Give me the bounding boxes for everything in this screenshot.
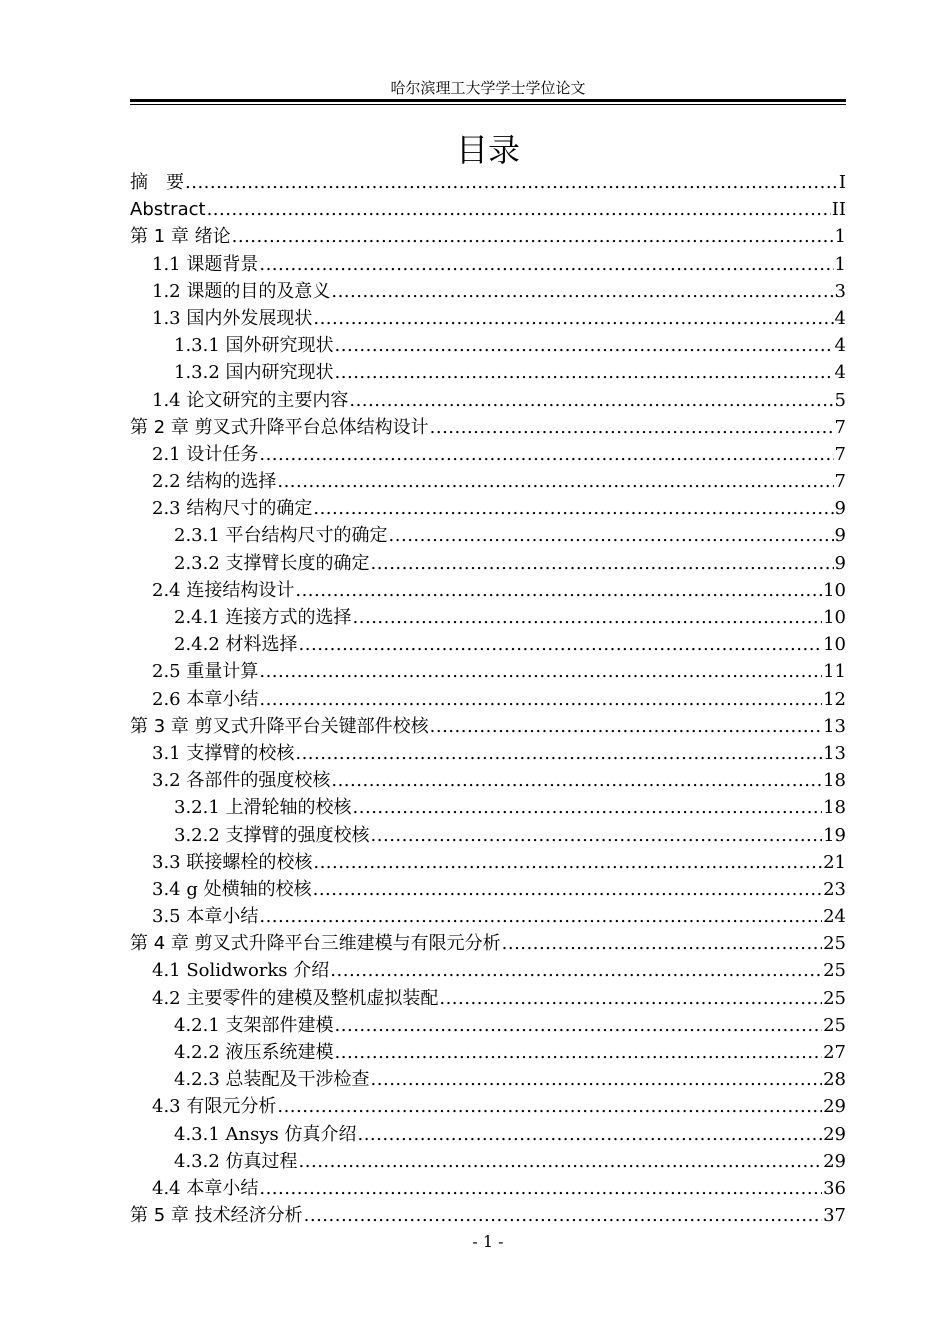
toc-entry-title: 3.2.1 上滑轮轴的校核: [174, 797, 352, 819]
toc-dot-leader: [335, 1039, 823, 1066]
toc-entry-title: 1.1 课题背景: [152, 253, 259, 275]
toc-dot-leader: [357, 1121, 822, 1148]
toc-dot-leader: [313, 305, 833, 332]
toc-entry-title: 第 3 章 剪叉式升降平台关键部件校核: [130, 715, 429, 737]
toc-entry-title: 1.3 国内外发展现状: [152, 307, 313, 329]
toc-entry-page: 19: [823, 824, 846, 846]
toc-dot-leader: [389, 522, 834, 549]
toc-entry-title: 2.4.1 连接方式的选择: [174, 607, 352, 628]
toc-entry-title: 2.6 本章小结: [152, 688, 259, 710]
toc-entry[interactable]: [130, 1202, 846, 1229]
toc-dot-leader: [259, 251, 833, 278]
toc-dot-leader: [295, 740, 822, 767]
toc-dot-leader: [439, 985, 822, 1012]
toc-entry-page: 27: [823, 1042, 846, 1063]
toc-entry-title: 第 4 章 剪叉式升降平台三维建模与有限元分析: [130, 933, 501, 955]
toc-entry[interactable]: [130, 985, 846, 1012]
toc-dot-leader: [299, 631, 823, 658]
toc-entry[interactable]: [130, 1066, 846, 1093]
toc-entry[interactable]: [130, 414, 846, 441]
toc-entry-title: 4.2.1 支架部件建模: [174, 1014, 334, 1036]
toc-entry-page: 29: [823, 1150, 846, 1172]
toc-dot-leader: [259, 903, 822, 930]
running-header: 哈尔滨理工大学学士学位论文: [390, 79, 586, 97]
toc-entry[interactable]: [130, 822, 846, 849]
toc-entry-title: 1.3.1 国外研究现状: [174, 335, 334, 357]
toc-entry-title: 4.3 有限元分析: [152, 1096, 277, 1118]
toc-dot-leader: [313, 849, 822, 876]
toc-dot-leader: [295, 577, 822, 604]
toc-entry[interactable]: [130, 495, 846, 522]
toc-entry[interactable]: [130, 1039, 846, 1066]
toc-entry-page: 4: [834, 335, 846, 357]
toc-dot-leader: [313, 495, 833, 522]
toc-dot-leader: [335, 1012, 823, 1039]
toc-entry[interactable]: [130, 332, 846, 359]
toc-entry-title: 1.4 论文研究的主要内容: [152, 389, 349, 411]
toc-entry-page: 10: [823, 634, 846, 656]
toc-dot-leader: [502, 930, 822, 957]
toc-entry-title: 1.2 课题的目的及意义: [152, 280, 331, 302]
header-rule-thin: [130, 104, 846, 105]
toc-entry[interactable]: [130, 957, 846, 984]
toc-dot-leader: [185, 169, 838, 196]
toc-entry-page: 10: [823, 607, 846, 628]
toc-entry-title: 2.3.1 平台结构尺寸的确定: [174, 525, 388, 547]
toc-dot-leader: [299, 1148, 823, 1175]
page-number: - 1 -: [472, 1232, 504, 1251]
toc-entry-title: 3.1 支撑臂的校核: [152, 742, 295, 764]
toc-entry-page: 7: [834, 471, 846, 493]
toc-entry[interactable]: [130, 1012, 846, 1039]
toc-entry-title: 第 2 章 剪叉式升降平台总体结构设计: [130, 416, 429, 438]
toc-entry-title: 2.2 结构的选择: [152, 471, 277, 493]
toc-entry[interactable]: [130, 658, 846, 685]
toc-entry-page: 21: [823, 851, 846, 873]
toc-entry-page: 4: [834, 362, 846, 384]
toc-entry-page: 37: [823, 1205, 846, 1227]
toc-dot-leader: [330, 957, 822, 984]
toc-entry-page: 9: [834, 552, 846, 574]
toc-entry[interactable]: [130, 305, 846, 332]
toc-entry-title: 3.2.2 支撑臂的强度校核: [174, 824, 370, 846]
toc-entry-page: 25: [823, 1014, 846, 1036]
toc-dot-leader: [371, 1066, 823, 1093]
toc-entry-page: 13: [823, 715, 846, 737]
header-rule-thick: [130, 99, 846, 102]
table-of-contents: [130, 169, 846, 1229]
toc-dot-leader: [430, 414, 834, 441]
toc-entry[interactable]: [130, 903, 846, 930]
toc-entry-page: 3: [834, 280, 846, 302]
toc-entry-page: 5: [834, 389, 846, 411]
toc-entry-page: 36: [823, 1177, 846, 1199]
toc-entry[interactable]: [130, 359, 846, 386]
toc-entry-page: II: [831, 199, 846, 221]
toc-dot-leader: [430, 713, 822, 740]
toc-entry[interactable]: [130, 713, 846, 740]
toc-entry[interactable]: [130, 387, 846, 414]
toc-dot-leader: [259, 686, 822, 713]
toc-dot-leader: [331, 767, 822, 794]
toc-entry[interactable]: [130, 468, 846, 495]
toc-entry-page: 29: [823, 1096, 846, 1118]
toc-entry-page: 9: [834, 498, 846, 520]
toc-entry-page: 29: [823, 1123, 846, 1145]
toc-entry[interactable]: [130, 631, 846, 658]
toc-entry[interactable]: [130, 604, 846, 631]
toc-dot-leader: [259, 658, 822, 685]
toc-entry[interactable]: [130, 930, 846, 957]
toc-entry[interactable]: [130, 441, 846, 468]
toc-dot-leader: [353, 604, 823, 631]
toc-entry[interactable]: [130, 577, 846, 604]
toc-entry-title: 2.4 连接结构设计: [152, 579, 295, 601]
toc-entry[interactable]: [130, 278, 846, 305]
toc-entry[interactable]: [130, 740, 846, 767]
toc-entry[interactable]: [130, 196, 846, 223]
toc-dot-leader: [313, 876, 823, 903]
toc-dot-leader: [304, 1202, 822, 1229]
toc-entry-title: 第 5 章 技术经济分析: [130, 1205, 303, 1227]
toc-entry-title: 3.2 各部件的强度校核: [152, 770, 331, 792]
toc-entry-page: 7: [834, 416, 846, 438]
toc-entry-page: 25: [823, 987, 846, 1009]
toc-entry-page: 23: [823, 878, 846, 900]
toc-entry[interactable]: [130, 1121, 846, 1148]
toc-dot-leader: [371, 822, 823, 849]
toc-dot-leader: [277, 468, 833, 495]
toc-entry-page: 28: [823, 1069, 846, 1091]
toc-entry[interactable]: [130, 251, 846, 278]
toc-entry-title: 3.5 本章小结: [152, 906, 259, 928]
toc-entry-title: 4.3.2 仿真过程: [174, 1150, 298, 1172]
toc-dot-leader: [259, 441, 833, 468]
toc-dot-leader: [277, 1093, 822, 1120]
toc-dot-leader: [353, 794, 823, 821]
toc-entry[interactable]: [130, 849, 846, 876]
toc-entry-title: 4.2.3 总装配及干涉检查: [174, 1069, 370, 1091]
toc-entry[interactable]: [130, 876, 846, 903]
toc-entry-page: 13: [823, 742, 846, 764]
toc-entry-title: 3.3 联接螺栓的校核: [152, 851, 313, 873]
toc-entry-title: 4.2.2 液压系统建模: [174, 1042, 334, 1063]
toc-dot-leader: [371, 550, 834, 577]
toc-entry-page: 7: [834, 443, 846, 465]
toc-entry-page: 12: [823, 688, 846, 710]
toc-entry-title: 2.3 结构尺寸的确定: [152, 498, 313, 520]
toc-entry[interactable]: [130, 223, 846, 250]
toc-entry[interactable]: [130, 550, 846, 577]
toc-entry-page: 11: [823, 661, 846, 683]
toc-dot-leader: [259, 1175, 822, 1202]
toc-entry-title: 2.5 重量计算: [152, 661, 259, 683]
toc-entry-title: 3.4 g 处横轴的校核: [152, 878, 312, 900]
toc-dot-leader: [232, 223, 834, 250]
toc-entry[interactable]: [130, 522, 846, 549]
toc-entry-page: 1: [834, 226, 846, 248]
toc-entry-title: 第 1 章 绪论: [130, 226, 231, 248]
toc-entry[interactable]: [130, 1175, 846, 1202]
toc-entry-title: 2.1 设计任务: [152, 443, 259, 465]
toc-entry-title: 4.4 本章小结: [152, 1177, 259, 1199]
toc-entry-title: 4.1 Solidworks 介绍: [152, 960, 330, 982]
toc-entry-page: 10: [823, 579, 846, 601]
toc-entry-title: 2.3.2 支撑臂长度的确定: [174, 552, 370, 574]
toc-entry-title: 4.3.1 Ansys 仿真介绍: [174, 1123, 357, 1145]
toc-entry[interactable]: [130, 169, 846, 196]
page-title: 目录: [455, 131, 520, 169]
toc-entry[interactable]: [130, 686, 846, 713]
toc-entry[interactable]: [130, 794, 846, 821]
toc-dot-leader: [349, 387, 833, 414]
toc-entry[interactable]: [130, 1148, 846, 1175]
toc-entry-title: 1.3.2 国内研究现状: [174, 362, 334, 384]
toc-dot-leader: [335, 332, 834, 359]
toc-entry-page: 4: [834, 307, 846, 329]
toc-dot-leader: [335, 359, 834, 386]
toc-entry-page: 1: [834, 253, 846, 275]
toc-entry-page: 24: [823, 906, 846, 928]
toc-entry-title: Abstract: [130, 199, 206, 221]
toc-entry-title: 4.2 主要零件的建模及整机虚拟装配: [152, 987, 439, 1009]
toc-entry[interactable]: [130, 1093, 846, 1120]
toc-entry-title: 2.4.2 材料选择: [174, 634, 298, 656]
toc-entry-page: 18: [823, 797, 846, 819]
toc-entry[interactable]: [130, 767, 846, 794]
toc-entry-page: 9: [834, 525, 846, 547]
toc-entry-page: 25: [823, 933, 846, 955]
toc-entry-title: 摘 要: [130, 172, 184, 193]
toc-entry-page: I: [838, 172, 846, 193]
toc-entry-page: 18: [823, 770, 846, 792]
toc-dot-leader: [207, 196, 831, 223]
toc-dot-leader: [331, 278, 833, 305]
toc-entry-page: 25: [823, 960, 846, 982]
